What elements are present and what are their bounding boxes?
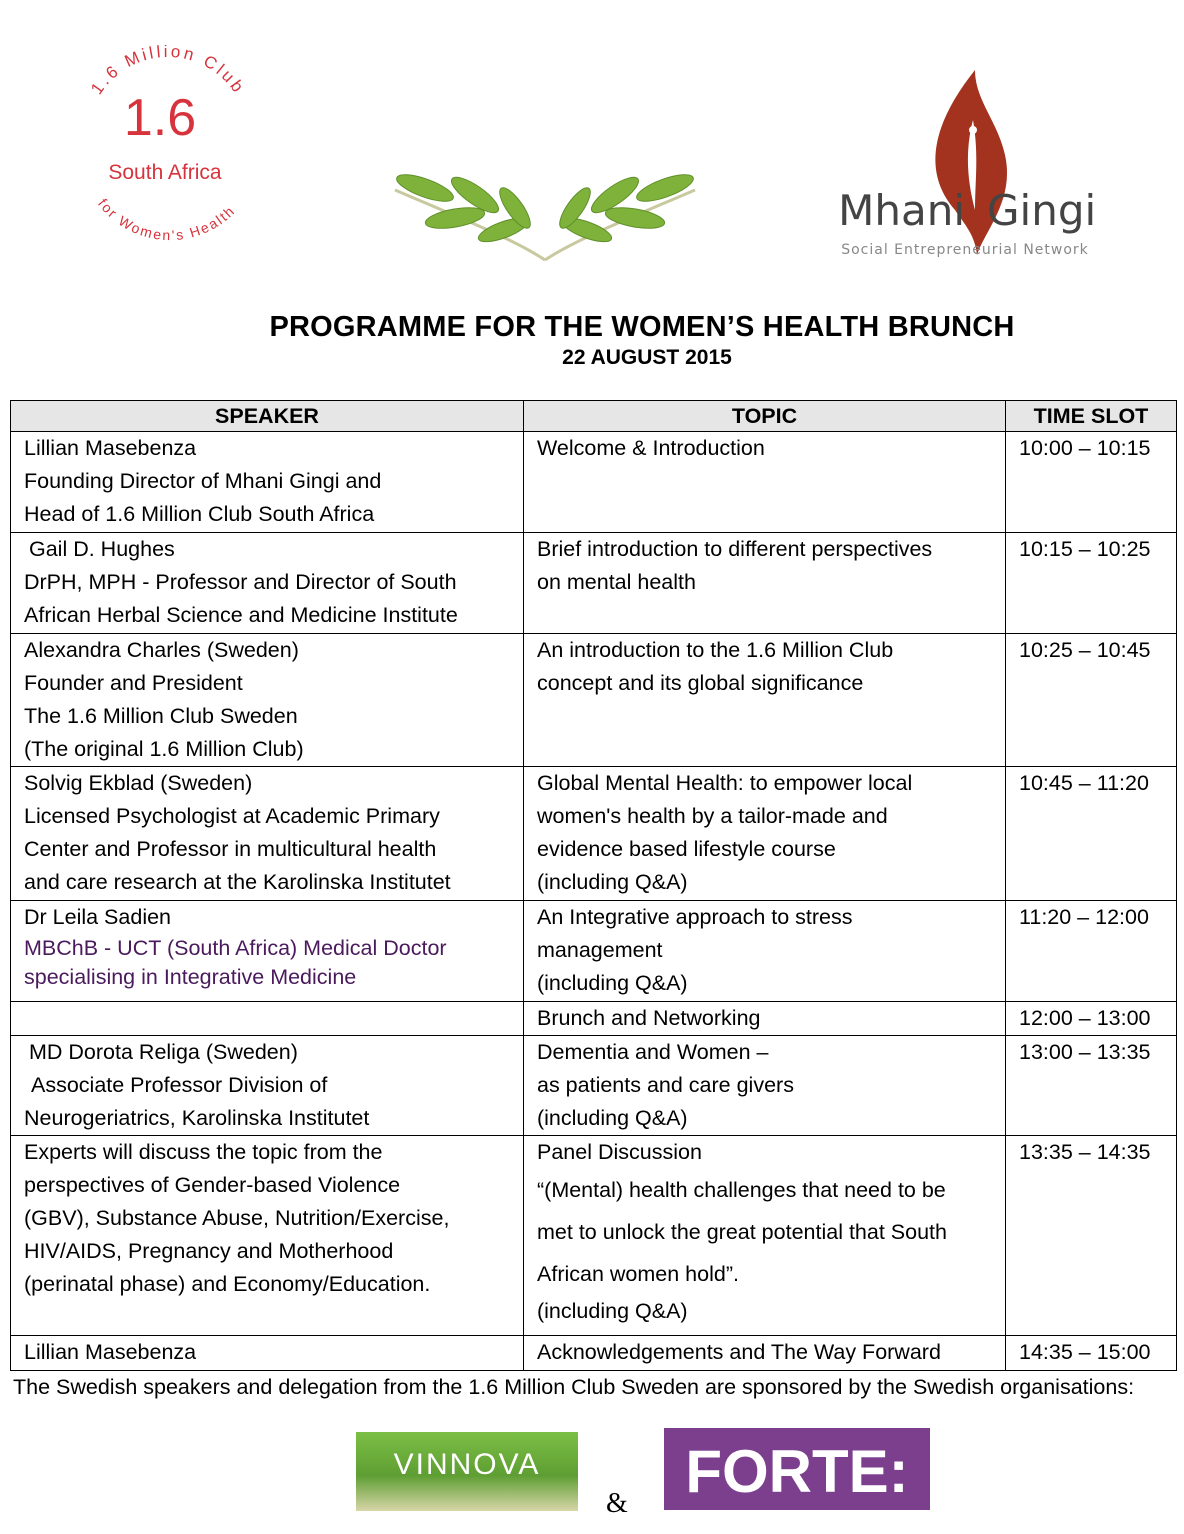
topic-cell-line: African women hold”. <box>537 1262 739 1286</box>
table-row <box>11 432 1177 533</box>
speaker-cell-line: Dr Leila Sadien <box>24 905 172 929</box>
speaker-cell-line: African Herbal Science and Medicine Institute <box>24 603 458 627</box>
page-date: 22 AUGUST 2015 <box>562 346 732 369</box>
speaker-cell <box>11 767 524 901</box>
topic-cell-line: Global Mental Health: to empower local <box>537 771 913 795</box>
mhani-name-left: Mhani <box>838 186 965 235</box>
time-slot-cell: 10:00 – 10:15 <box>1006 432 1177 533</box>
topic-cell-line: management <box>537 938 663 962</box>
topic-cell-line: “(Mental) health challenges that need to be <box>537 1178 946 1202</box>
topic-cell <box>524 1002 1006 1036</box>
club-logo <box>60 45 270 255</box>
speaker-cell-line: Solvig Ekblad (Sweden) <box>24 771 253 795</box>
table-row <box>11 1136 1177 1336</box>
speaker-cell-line: (GBV), Substance Abuse, Nutrition/Exercise, <box>24 1206 450 1230</box>
topic-cell <box>524 1136 1006 1336</box>
header-speaker: SPEAKER <box>11 401 524 432</box>
topic-cell-line: Panel Discussion <box>537 1140 702 1164</box>
speaker-cell-line: DrPH, MPH - Professor and Director of South <box>24 570 457 594</box>
speaker-cell-line: Licensed Psychologist at Academic Primary <box>24 804 440 828</box>
speaker-cell-line: specialising in Integrative Medicine <box>24 965 357 989</box>
club-country: South Africa <box>108 161 222 184</box>
speaker-cell-line: Founding Director of Mhani Gingi and <box>24 469 382 493</box>
table-row <box>11 1002 1177 1036</box>
time-slot-cell: 10:15 – 10:25 <box>1006 533 1177 634</box>
speaker-cell-line: MBChB - UCT (South Africa) Medical Doctor <box>24 936 447 960</box>
club-bottom-text: for Women's Health <box>95 195 239 244</box>
topic-cell-line: (including Q&A) <box>537 1106 688 1130</box>
topic-cell-line: Brunch and Networking <box>537 1006 761 1030</box>
topic-cell-line: An introduction to the 1.6 Million Club <box>537 638 894 662</box>
time-slot-cell: 10:25 – 10:45 <box>1006 634 1177 767</box>
speaker-cell-line: HIV/AIDS, Pregnancy and Motherhood <box>24 1239 394 1263</box>
speaker-cell-line: perspectives of Gender-based Violence <box>24 1173 401 1197</box>
topic-cell-line: women's health by a tailor-made and <box>537 804 888 828</box>
club-number: 1.6 <box>123 89 197 147</box>
speaker-cell-line: (perinatal phase) and Economy/Education. <box>24 1272 431 1296</box>
topic-cell <box>524 901 1006 1002</box>
topic-cell-line: Acknowledgements and The Way Forward <box>537 1340 941 1364</box>
mhani-tagline: Social Entrepreneurial Network <box>841 242 1089 258</box>
speaker-cell-line: Center and Professor in multicultural health <box>24 837 437 861</box>
speaker-cell-line: Lillian Masebenza <box>24 436 197 460</box>
header-time-slot: TIME SLOT <box>1006 401 1177 432</box>
header-topic: TOPIC <box>524 401 1006 432</box>
topic-cell <box>524 1036 1006 1136</box>
page-title: PROGRAMME FOR THE WOMEN’S HEALTH BRUNCH <box>269 311 1015 343</box>
topic-cell <box>524 432 1006 533</box>
speaker-cell <box>11 1336 524 1371</box>
speaker-cell-line: Head of 1.6 Million Club South Africa <box>24 502 375 526</box>
topic-cell-line: An Integrative approach to stress <box>537 905 853 929</box>
speaker-cell-line: and care research at the Karolinska Institutet <box>24 870 451 894</box>
time-slot-cell: 10:45 – 11:20 <box>1006 767 1177 901</box>
topic-cell-line: Dementia and Women – <box>537 1040 769 1064</box>
programme-table <box>10 400 1177 1371</box>
topic-cell-line: evidence based lifestyle course <box>537 837 836 861</box>
table-row <box>11 634 1177 767</box>
speaker-cell-line: Associate Professor Division of <box>31 1073 328 1097</box>
time-slot-cell: 13:00 – 13:35 <box>1006 1036 1177 1136</box>
table-row <box>11 533 1177 634</box>
speaker-cell <box>11 634 524 767</box>
topic-cell <box>524 634 1006 767</box>
speaker-cell-line: Neurogeriatrics, Karolinska Institutet <box>24 1106 370 1130</box>
speaker-cell <box>11 533 524 634</box>
topic-cell-line: as patients and care givers <box>537 1073 794 1097</box>
topic-cell-line: (including Q&A) <box>537 971 688 995</box>
speaker-cell-line: Gail D. Hughes <box>29 537 175 561</box>
topic-cell-line: Welcome & Introduction <box>537 436 765 460</box>
speaker-cell-line: Lillian Masebenza <box>24 1340 197 1364</box>
speaker-cell-line: Experts will discuss the topic from the <box>24 1140 383 1164</box>
topic-cell-line: (including Q&A) <box>537 1299 688 1323</box>
table-row <box>11 1336 1177 1371</box>
speaker-cell <box>11 1002 524 1036</box>
table-header-row <box>11 401 1177 432</box>
svg-text:for Women's Health <box>95 195 238 243</box>
speaker-cell <box>11 432 524 533</box>
time-slot-cell: 13:35 – 14:35 <box>1006 1136 1177 1336</box>
speaker-cell-line: Alexandra Charles (Sweden) <box>24 638 299 662</box>
speaker-cell <box>11 901 524 1002</box>
sponsor-note: The Swedish speakers and delegation from the 1.6 Million Club Sweden are sponsored by the Swedish organisations: <box>13 1375 1135 1399</box>
table-row <box>11 901 1177 1002</box>
vinnova-logo <box>356 1432 578 1511</box>
vinnova-label: VINNOVA <box>393 1448 541 1481</box>
speaker-cell-line: (The original 1.6 Million Club) <box>24 737 304 761</box>
topic-cell-line: Brief introduction to different perspectives <box>537 537 933 561</box>
speaker-cell-line: The 1.6 Million Club Sweden <box>24 704 298 728</box>
ampersand: & <box>606 1488 628 1519</box>
topic-cell <box>524 533 1006 634</box>
topic-cell-line: met to unlock the great potential that South <box>537 1220 947 1244</box>
speaker-cell-line: Founder and President <box>24 671 243 695</box>
topic-cell-line: (including Q&A) <box>537 870 688 894</box>
mhani-name-right: Gingi <box>987 186 1097 235</box>
leaves-logo <box>385 160 705 270</box>
topic-cell <box>524 767 1006 901</box>
speaker-cell-line: MD Dorota Religa (Sweden) <box>29 1040 298 1064</box>
topic-cell-line: on mental health <box>537 570 696 594</box>
speaker-cell <box>11 1036 524 1136</box>
forte-label: FORTE: <box>685 1438 909 1505</box>
time-slot-cell: 14:35 – 15:00 <box>1006 1336 1177 1371</box>
time-slot-cell: 11:20 – 12:00 <box>1006 901 1177 1002</box>
club-ring-text: 1.6 Million Club <box>87 45 249 98</box>
topic-cell <box>524 1336 1006 1371</box>
table-row <box>11 767 1177 901</box>
time-slot-cell: 12:00 – 13:00 <box>1006 1002 1177 1036</box>
topic-cell-line: concept and its global significance <box>537 671 864 695</box>
mhani-gingi-logo <box>815 60 1135 270</box>
forte-logo <box>664 1428 930 1510</box>
speaker-cell <box>11 1136 524 1336</box>
table-row <box>11 1036 1177 1136</box>
